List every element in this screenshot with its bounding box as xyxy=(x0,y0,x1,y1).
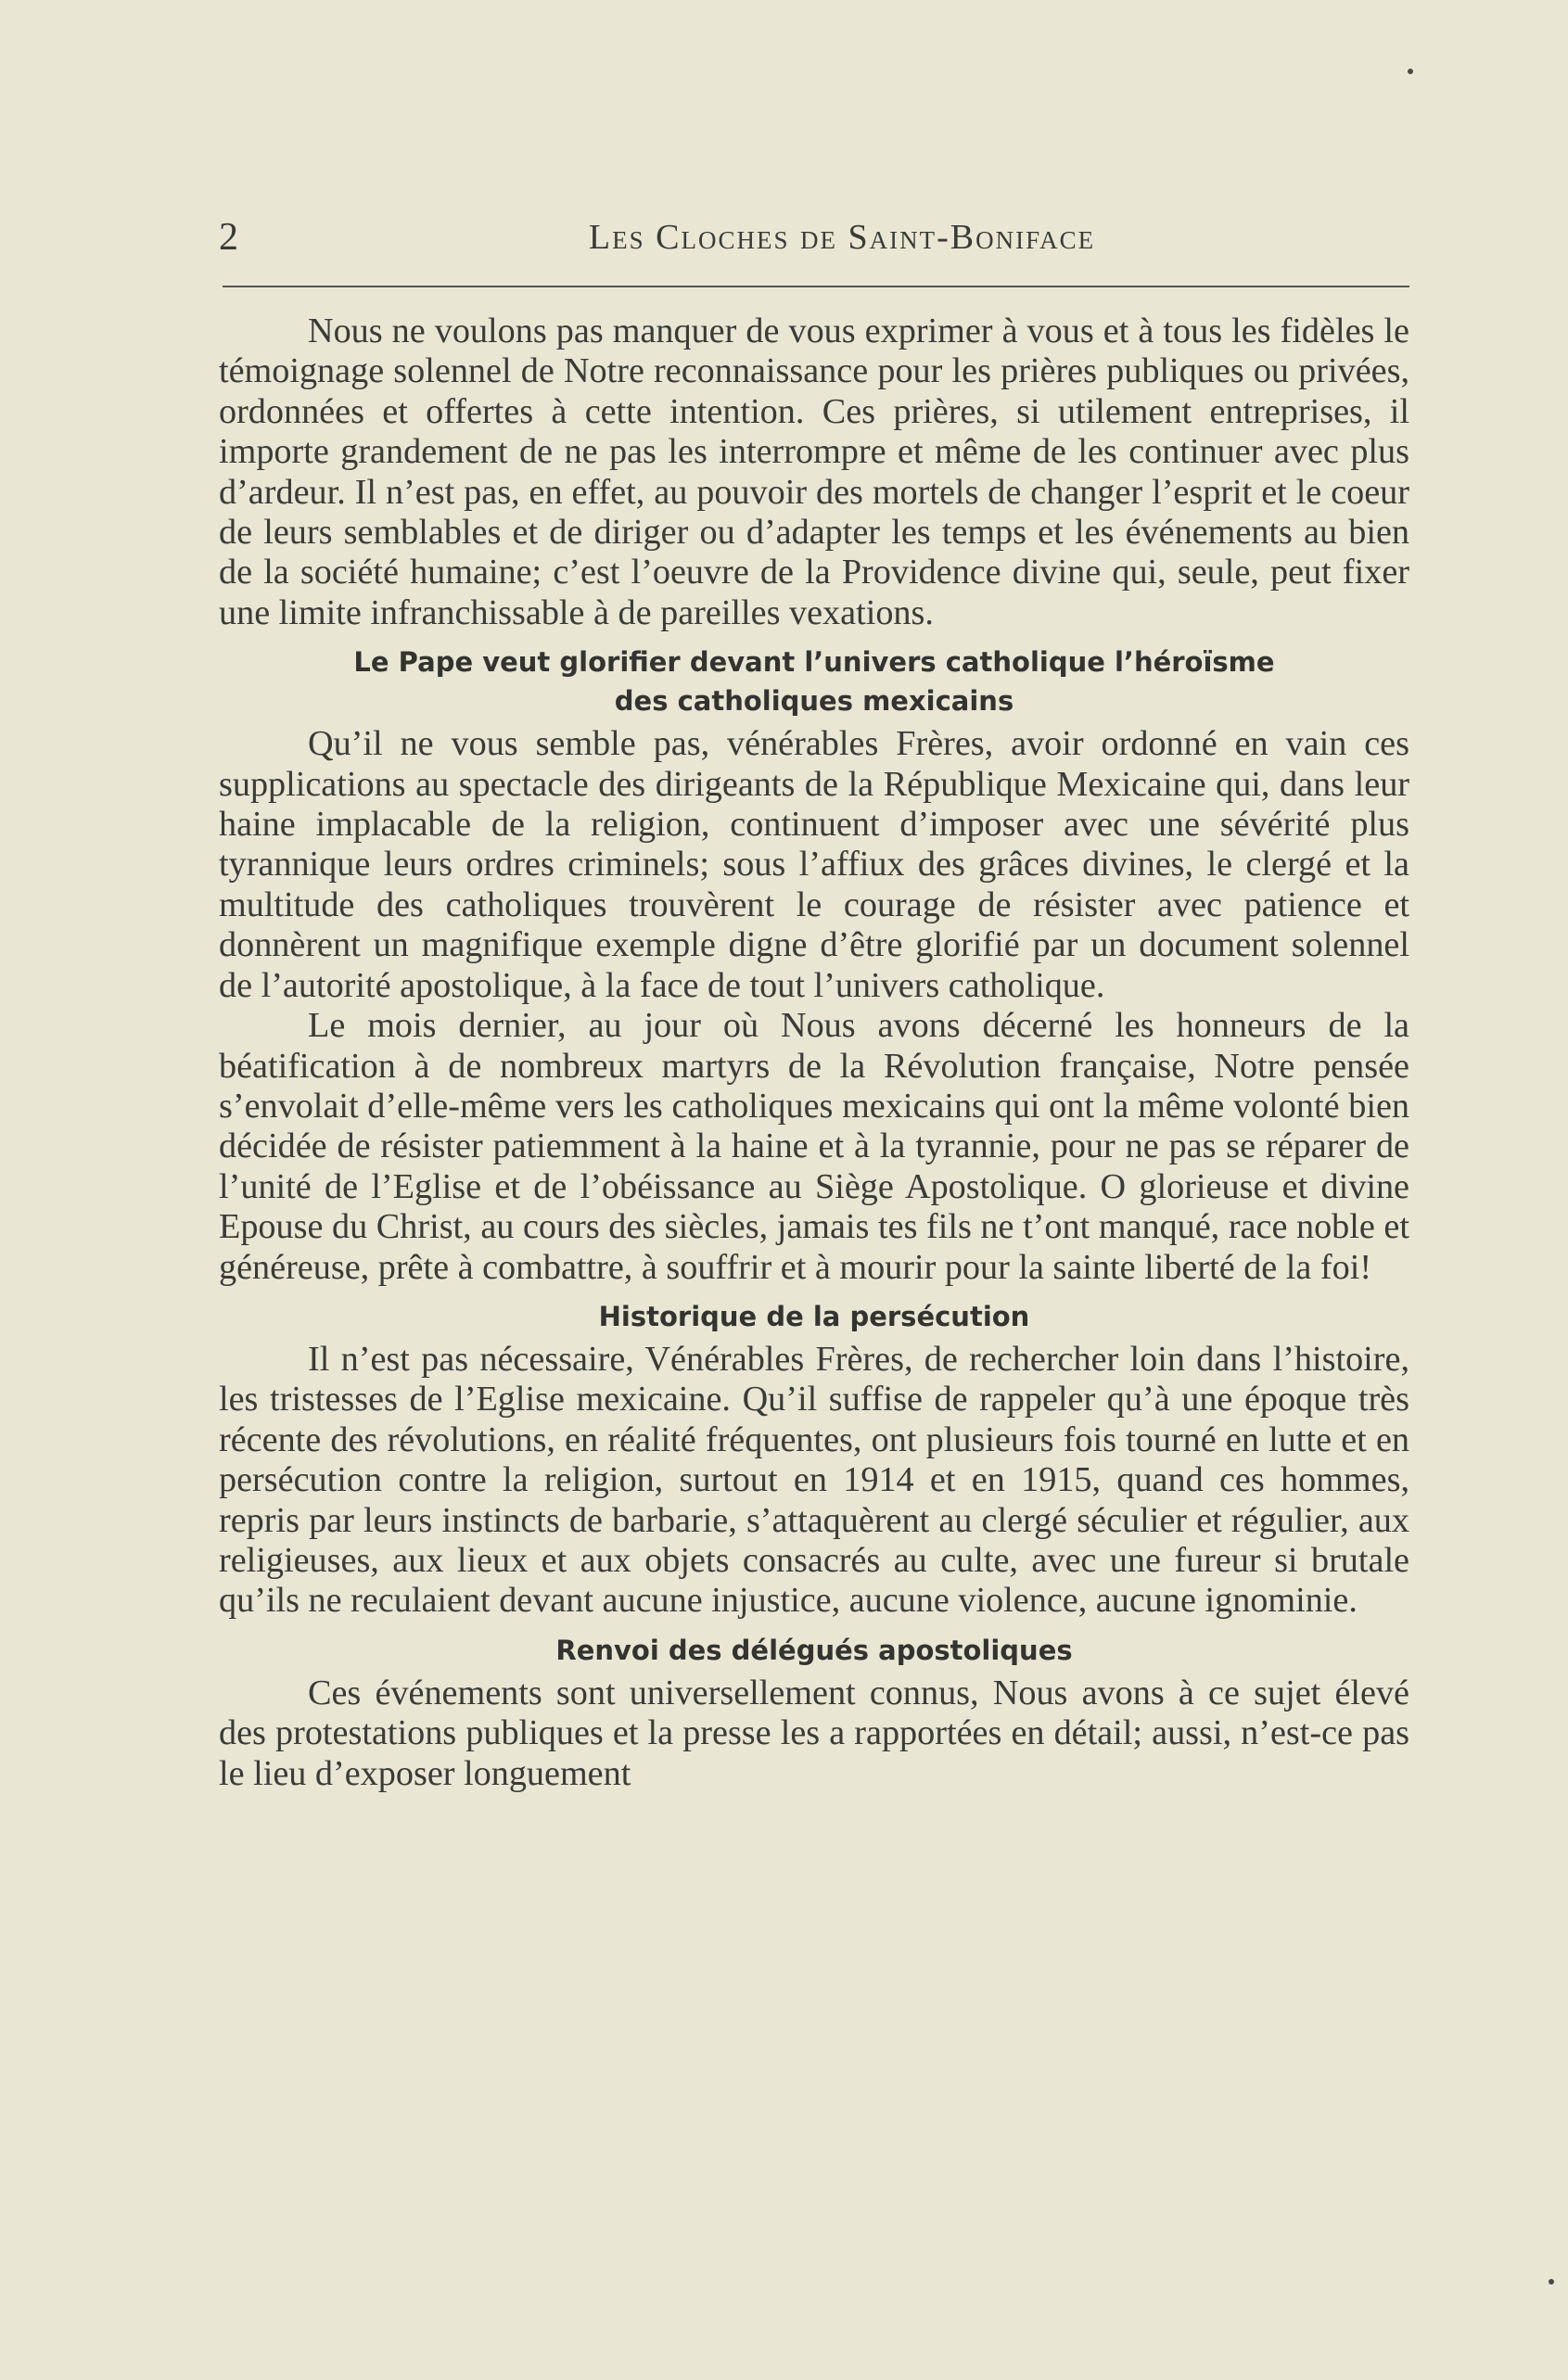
paragraph: Qu’il ne vous semble pas, vénérables Frères, avoir ordonné en vain ces supplications au spectacle des dirigeants de la République Mexicaine qui, dans leur haine implacable de la religion, continuent d’imposer avec une sévérité plus tyrannique leurs ordres criminels; sous l’affiux des grâces divines, le clergé et la multitude des catholiques trouvèrent le courage de résister avec patience et donnèrent un magnifique exemple digne d’être glorifié par un document solennel de l’autorité apostolique, à la face de tout l’univers catholique. xyxy=(219,724,1409,1005)
section-heading-line: des catholiques mexicains xyxy=(614,685,1014,718)
section-heading-line: Historique de la persécution xyxy=(598,1300,1030,1332)
body-text xyxy=(219,312,1409,1794)
paragraph: Ces événements sont universellement connus, Nous avons à ce sujet élevé des protestations publiques et la presse les a rapportées en détail; aussi, n’est-ce pas le lieu d’exposer longuement xyxy=(219,1673,1409,1793)
ink-speck xyxy=(1549,2279,1554,2285)
section-heading-line: Renvoi des délégués apostoliques xyxy=(555,1634,1073,1666)
page-number: 2 xyxy=(219,216,238,259)
running-head xyxy=(219,211,1409,267)
section-heading xyxy=(219,1631,1409,1670)
paragraph: Nous ne voulons pas manquer de vous exprimer à vous et à tous les fidèles le témoignage solennel de Notre reconnaissance pour les prières publiques ou privées, ordonnées et offertes à cette intention. Ces prières, si utilement entreprises, il importe grandement de ne pas les interrompre et même de les continuer avec plus d’ardeur. Il n’est pas, en effet, au pouvoir des mortels de changer l’esprit et le coeur de leurs semblables et de diriger ou d’adapter les temps et les événements au bien de la société humaine; c’est l’oeuvre de la Providence divine qui, seule, peut fixer une limite infranchissable à de pareilles vexations. xyxy=(219,312,1409,632)
ink-speck xyxy=(1408,69,1413,74)
paragraph: Il n’est pas nécessaire, Vénérables Frères, de rechercher loin dans l’histoire, les tristesses de l’Eglise mexicaine. Qu’il suffise de rappeler qu’à une époque très récente des révolutions, en réalité fréquentes, ont plusieurs fois tourné en lutte et en persécution contre la religion, surtout en 1914 et en 1915, quand ces hommes, repris par leurs instincts de barbarie, s’attaquèrent au clergé séculier et régulier, aux religieuses, aux lieux et aux objets consacrés au culte, avec une fureur si brutale qu’ils ne reculaient devant aucune injustice, aucune violence, aucune ignominie. xyxy=(219,1339,1409,1621)
running-title: Les Cloches de Saint-Boniface xyxy=(588,218,1096,257)
paragraph: Le mois dernier, au jour où Nous avons décerné les honneurs de la béatification à de nombreux martyrs de la Révolution française, Notre pensée s’envolait d’elle-même vers les catholiques mexicains qui ont la même volonté bien décidée de résister patiemment à la haine et à la tyrannie, pour ne pas se réparer de l’unité de l’Eglise et de l’obéissance au Siège Apostolique. O glorieuse et divine Epouse du Christ, au cours des siècles, jamais tes fils ne t’ont manqué, race noble et généreuse, prête à combattre, à souffrir et à mourir pour la sainte liberté de la foi! xyxy=(219,1006,1409,1287)
section-heading-line: Le Pape veut glorifier devant l’univers catholique l’héroïsme xyxy=(353,646,1275,679)
header-rule xyxy=(223,286,1409,287)
section-heading xyxy=(219,643,1409,720)
section-heading xyxy=(219,1297,1409,1336)
